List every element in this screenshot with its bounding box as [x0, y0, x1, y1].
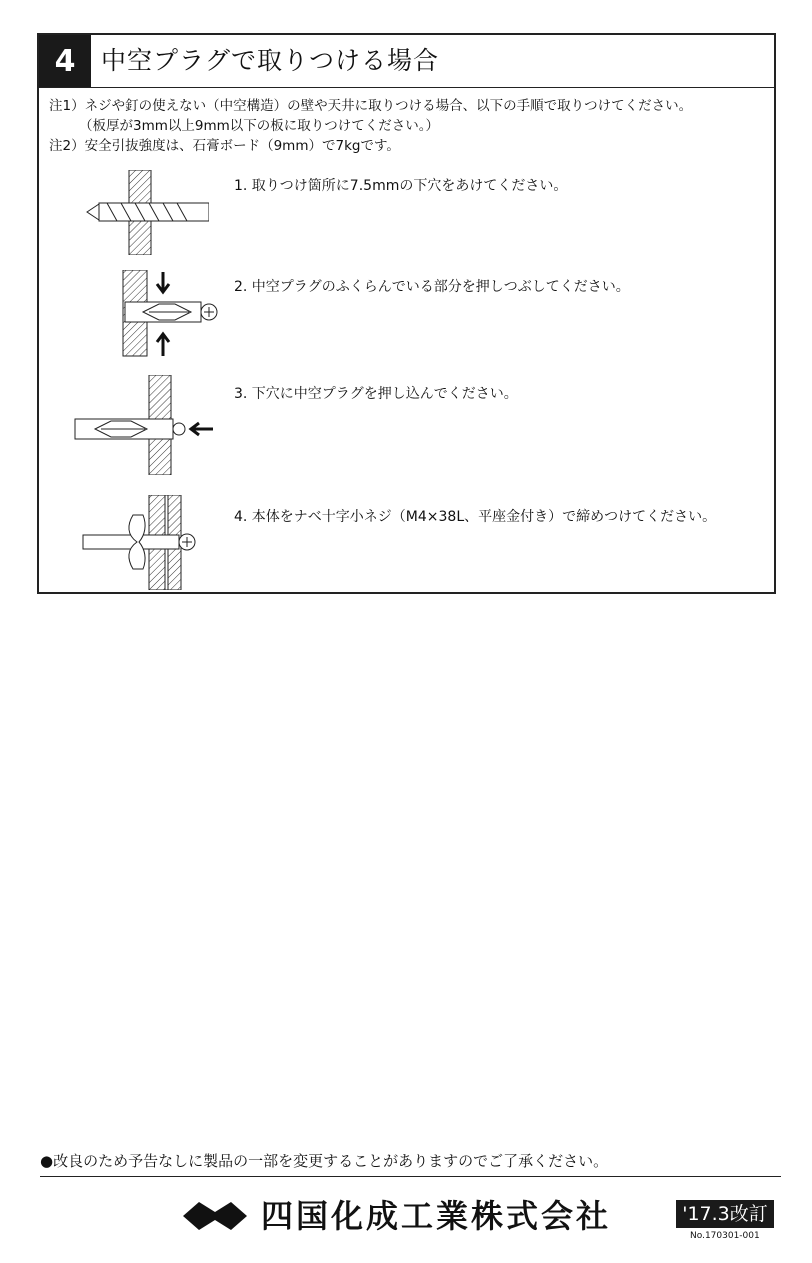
- step-1-text: 1. 取りつけ箇所に7.5mmの下穴をあけてください。: [234, 178, 568, 194]
- note-2: 注2）安全引抜強度は、石膏ボード（9mm）で7kgです。: [49, 138, 400, 154]
- insert-plug-icon: [71, 375, 216, 475]
- company-name: 四国化成工業株式会社: [261, 1197, 612, 1235]
- section-header: [39, 35, 774, 88]
- section-number: 4: [39, 35, 91, 87]
- disclaimer: ●改良のため予告なしに製品の一部を変更することがありますのでご了承ください。: [40, 1152, 609, 1170]
- shikoku-kasei-logo-icon: [183, 1200, 247, 1232]
- step-2-text: 2. 中空プラグのふくらんでいる部分を押しつぶしてください。: [234, 279, 630, 295]
- squeeze-plug-icon: [119, 270, 224, 360]
- note-1-sub: （板厚が3mm以上9mm以下の板に取りつけてください。）: [79, 118, 440, 134]
- document-number: No.170301-001: [690, 1231, 760, 1241]
- revision-badge: '17.3改訂: [676, 1200, 774, 1228]
- fasten-screw-icon: [81, 495, 221, 590]
- step-3-text: 3. 下穴に中空プラグを押し込んでください。: [234, 386, 518, 402]
- footer-divider: [40, 1176, 781, 1177]
- company-block: [183, 1194, 643, 1238]
- drill-hole-icon: [79, 170, 209, 255]
- installation-section: [37, 33, 776, 594]
- section-title: 中空プラグで取りつける場合: [101, 46, 440, 75]
- note-1: 注1）ネジや釘の使えない（中空構造）の壁や天井に取りつける場合、以下の手順で取りつけてください。: [49, 98, 693, 114]
- step-4-text: 4. 本体をナベ十字小ネジ（M4×38L、平座金付き）で締めつけてください。: [234, 509, 717, 525]
